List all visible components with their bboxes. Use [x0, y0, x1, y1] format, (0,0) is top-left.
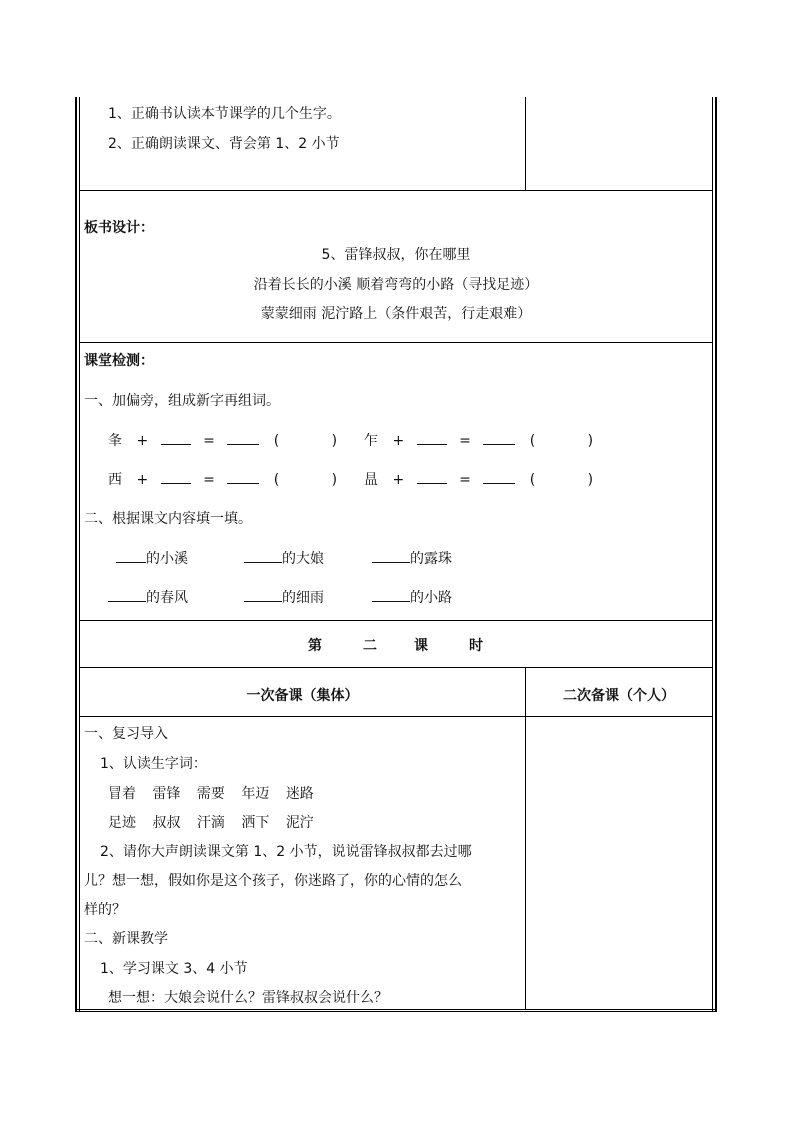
new-lesson-question: 想一想：大娘会说什么？雷锋叔叔会说什么？ [108, 990, 388, 1006]
column-header-collective: 一次备课（集体） [246, 688, 359, 704]
vocab-word: 汗滴 [196, 815, 225, 831]
phrase-text: 的细雨 [282, 590, 324, 606]
fill-phrase-1 [116, 548, 188, 569]
column-divider-bottom [525, 667, 526, 1010]
row-divider-column-headers [79, 716, 713, 717]
plus-sign: + [392, 433, 405, 449]
fill-blank[interactable] [483, 469, 515, 484]
radical-item-2 [364, 430, 593, 451]
fill-blank[interactable] [227, 430, 259, 445]
table-border-left-outer [75, 97, 77, 1012]
board-design-line-2: 沿着长长的小溪 顺着弯弯的小路（寻找足迹） [253, 277, 539, 293]
fill-blank[interactable] [227, 469, 259, 484]
goal-item-1: 1、正确书认读本节课学的几个生字。 [108, 106, 341, 122]
vocab-word: 雷锋 [152, 786, 181, 802]
new-lesson-item-1: 1、学习课文 3、4 小节 [100, 961, 248, 977]
row-divider-goals [79, 190, 713, 191]
fill-blank[interactable] [116, 548, 146, 563]
equals-sign: = [203, 433, 215, 449]
radical-item-1 [108, 430, 337, 451]
paren-close: ) [587, 433, 594, 449]
fill-blank[interactable] [417, 430, 447, 445]
fill-phrase-3 [372, 548, 452, 569]
fill-blank[interactable] [483, 430, 515, 445]
vocab-word: 冒着 [108, 786, 136, 802]
plus-sign: + [136, 433, 149, 449]
column-divider-top [525, 97, 526, 190]
paren-open: ( [529, 433, 536, 449]
review-item-1: 1、认读生字词： [100, 756, 207, 772]
fill-blank[interactable] [161, 430, 191, 445]
table-border-left-inner [79, 97, 80, 1012]
fill-phrase-2 [244, 548, 324, 569]
vocab-row-1 [108, 784, 314, 804]
lesson-title-char-2: 二 [363, 638, 377, 654]
lesson-title-char-4: 时 [469, 638, 483, 654]
equals-sign: = [203, 472, 215, 488]
radical-item-4 [364, 469, 593, 490]
vocab-row-2 [108, 813, 314, 833]
question-1-prompt: 一、加偏旁，组成新字再组词。 [84, 393, 280, 409]
column-header-individual: 二次备课（个人） [563, 688, 675, 704]
question-2-prompt: 二、根据课文内容填一填。 [84, 511, 252, 527]
vocab-word: 年迈 [241, 786, 270, 802]
table-border-right-inner [712, 97, 713, 1012]
fill-blank[interactable] [372, 587, 410, 602]
class-check-heading: 课堂检测： [84, 353, 154, 369]
vocab-word: 需要 [196, 786, 225, 802]
table-border-right-outer [715, 97, 717, 1012]
new-lesson-heading: 二、新课教学 [84, 931, 168, 947]
fill-phrase-6 [372, 587, 452, 608]
board-design-line-3: 蒙蒙细雨 泥泞路上（条件艰苦，行走艰难） [260, 306, 532, 322]
radical-base: 夆 [108, 433, 122, 449]
phrase-text: 的大娘 [282, 551, 324, 567]
lesson-title-char-1: 第 [308, 638, 322, 654]
vocab-word: 叔叔 [152, 815, 181, 831]
fill-blank[interactable] [161, 469, 191, 484]
phrase-text: 的小溪 [146, 551, 188, 567]
paren-open: ( [273, 433, 280, 449]
row-divider-check [79, 620, 713, 621]
phrase-text: 的春风 [146, 590, 188, 606]
plus-sign: + [392, 472, 405, 488]
fill-blank[interactable] [244, 548, 282, 563]
equals-sign: = [459, 433, 471, 449]
goal-item-2: 2、正确朗读课文、背会第 1、2 小节 [108, 136, 340, 152]
vocab-word: 泥泞 [285, 815, 314, 831]
fill-blank[interactable] [244, 587, 282, 602]
vocab-word: 迷路 [285, 786, 314, 802]
fill-blank[interactable] [372, 548, 410, 563]
paren-close: ) [587, 472, 594, 488]
table-border-bottom [75, 1009, 717, 1012]
paren-close: ) [331, 472, 338, 488]
review-heading: 一、复习导入 [84, 726, 168, 742]
row-divider-board [79, 342, 713, 343]
plus-sign: + [136, 472, 149, 488]
paren-open: ( [273, 472, 280, 488]
phrase-text: 的露珠 [410, 551, 452, 567]
radical-base: 西 [108, 472, 122, 488]
fill-phrase-5 [244, 587, 324, 608]
radical-base: 乍 [364, 433, 378, 449]
board-design-heading: 板书设计： [84, 220, 154, 236]
board-design-line-1: 5、雷锋叔叔，你在哪里 [321, 247, 471, 263]
review-item-2-line-1: 2、请你大声朗读课文第 1、2 小节，说说雷锋叔叔都去过哪 [100, 844, 472, 860]
paren-close: ) [331, 433, 338, 449]
review-item-2-line-3: 样的？ [84, 902, 126, 918]
paren-open: ( [529, 472, 536, 488]
radical-item-3 [108, 469, 337, 490]
equals-sign: = [459, 472, 471, 488]
radical-base: 昷 [364, 472, 378, 488]
fill-blank[interactable] [108, 587, 146, 602]
phrase-text: 的小路 [410, 590, 452, 606]
vocab-word: 足迹 [108, 815, 136, 831]
lesson-title-char-3: 课 [414, 638, 428, 654]
vocab-word: 洒下 [241, 815, 270, 831]
review-item-2-line-2: 儿？想一想，假如你是这个孩子，你迷路了，你的心情的怎么 [84, 873, 462, 889]
fill-phrase-4 [108, 587, 188, 608]
row-divider-lesson-title [79, 667, 713, 668]
fill-blank[interactable] [417, 469, 447, 484]
